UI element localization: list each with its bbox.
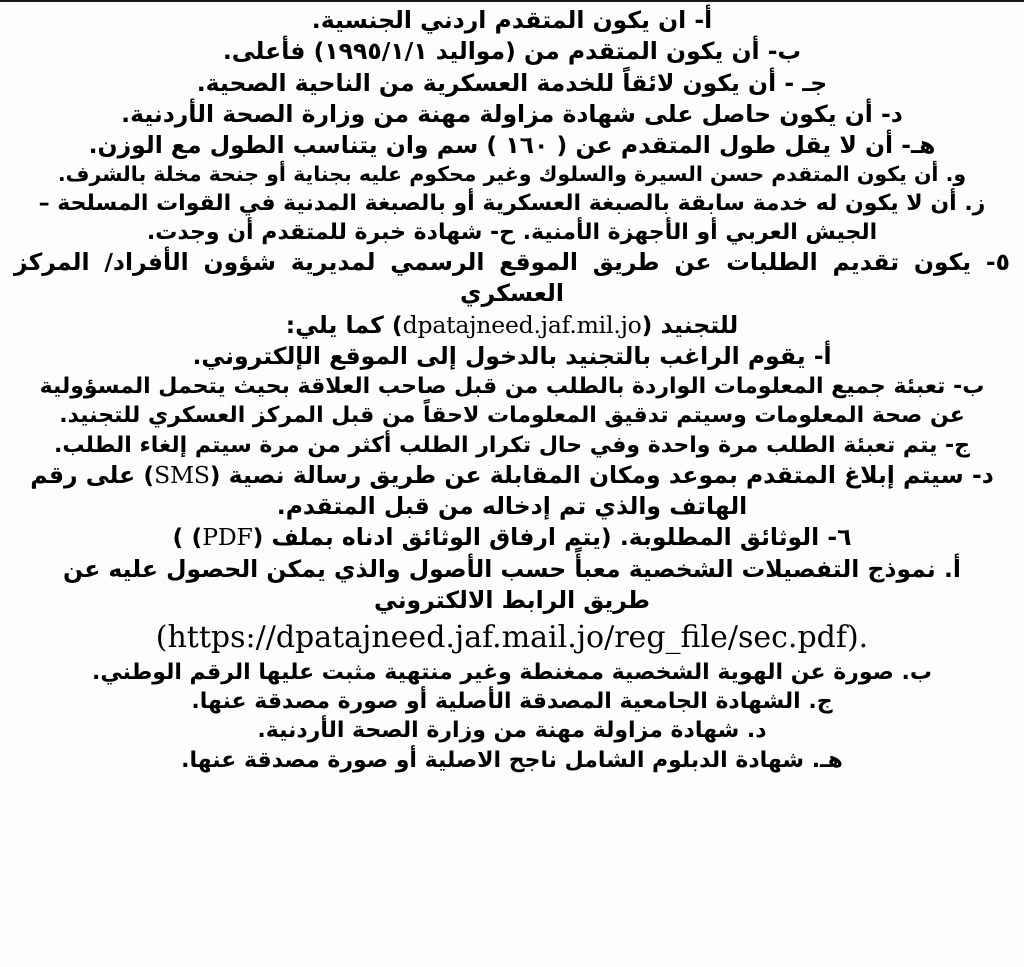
top-horizontal-rule: [0, 0, 1024, 2]
document-line-cond-c: جـ - أن يكون لائقاً للخدمة العسكرية من الناحية الصحية.: [196, 68, 828, 97]
document-line-five-b1: ب- تعبئة جميع المعلومات الواردة بالطلب من قبل صاحب العلاقة بحيث يتحمل المسؤولية: [39, 374, 985, 399]
document-line-six-c: ج. الشهادة الجامعية المصدقة الأصلية أو صورة مصدقة عنها.: [191, 689, 833, 715]
document-line-six-url: (https://dpatajneed.jaf.mail.jo/reg_file/sec.pdf).: [155, 620, 869, 655]
document-section-item-6: [14, 522, 1010, 775]
document-line-six-1: ٦- الوثائق المطلوبة. (يتم ارفاق الوثائق ادناه بملف (PDF) ): [172, 523, 852, 552]
document-line-cond-g: ز. أن لا يكون له خدمة سابقة بالصبغة العسكرية أو بالصبغة المدنية في القوات المسلحة –: [38, 190, 986, 216]
document-line-six-e: هـ. شهادة الدبلوم الشامل ناجح الاصلية أو صورة مصدقة عنها.: [181, 747, 843, 773]
document-line-six-d: د. شهادة مزاولة مهنة من وزارة الصحة الأردنية.: [257, 718, 767, 744]
document-section-item-5: [14, 247, 1010, 522]
document-line-six-a2: طريق الرابط الالكتروني: [373, 585, 651, 614]
document-line-six-b: ب. صورة عن الهوية الشخصية ممغنطة وغير منتهية مثبت عليها الرقم الوطني.: [91, 659, 933, 685]
document-line-five-1: ٥- يكون تقديم الطلبات عن طريق الموقع الرسمي لمديرية شؤون الأفراد/ المركز العسكري: [14, 248, 1010, 308]
document-line-cond-d: د- أن يكون حاصل على شهادة مزاولة مهنة من وزارة الصحة الأردنية.: [121, 99, 903, 128]
document-line-cond-g2: الجيش العربي أو الأجهزة الأمنية. ح- شهادة خبرة للمتقدم أن وجدت.: [146, 219, 878, 245]
document-line-five-2: للتجنيد (dpatajneed.jaf.mil.jo) كما يلي:: [285, 310, 739, 339]
document-line-five-c: ج- يتم تعبئة الطلب مرة واحدة وفي حال تكرار الطلب أكثر من مرة سيتم إلغاء الطلب.: [53, 432, 971, 458]
document-line-cond-b: ب- أن يكون المتقدم من (مواليد ١٩٩٥/١/١) فأعلى.: [222, 37, 802, 66]
document-line-five-d2: الهاتف والذي تم إدخاله من قبل المتقدم.: [276, 492, 748, 520]
document-line-cond-f: و. أن يكون المتقدم حسن السيرة والسلوك وغير محكوم عليه بجناية أو جنحة مخلة بالشرف.: [57, 162, 967, 187]
document-line-cond-a: أ- ان يكون المتقدم اردني الجنسية.: [311, 6, 713, 34]
document-section-conditions: [14, 5, 1010, 247]
document-line-five-b2: عن صحة المعلومات وسيتم تدقيق المعلومات لاحقاً من قبل المركز العسكري للتجنيد.: [59, 403, 965, 429]
document-line-six-a1: أ. نموذج التفصيلات الشخصية معبأً حسب الأصول والذي يمكن الحصول عليه عن: [63, 554, 961, 583]
document-line-cond-e: هـ- أن لا يقل طول المتقدم عن ( ١٦٠ ) سم وان يتناسب الطول مع الوزن.: [88, 131, 936, 159]
document-line-five-a: أ- يقوم الراغب بالتجنيد بالدخول إلى الموقع الإلكتروني.: [192, 341, 832, 370]
document-line-five-d1: د- سيتم إبلاغ المتقدم بموعد ومكان المقابلة عن طريق رسالة نصية (SMS) على رقم: [30, 460, 994, 489]
document-text-body: [14, 0, 1010, 775]
